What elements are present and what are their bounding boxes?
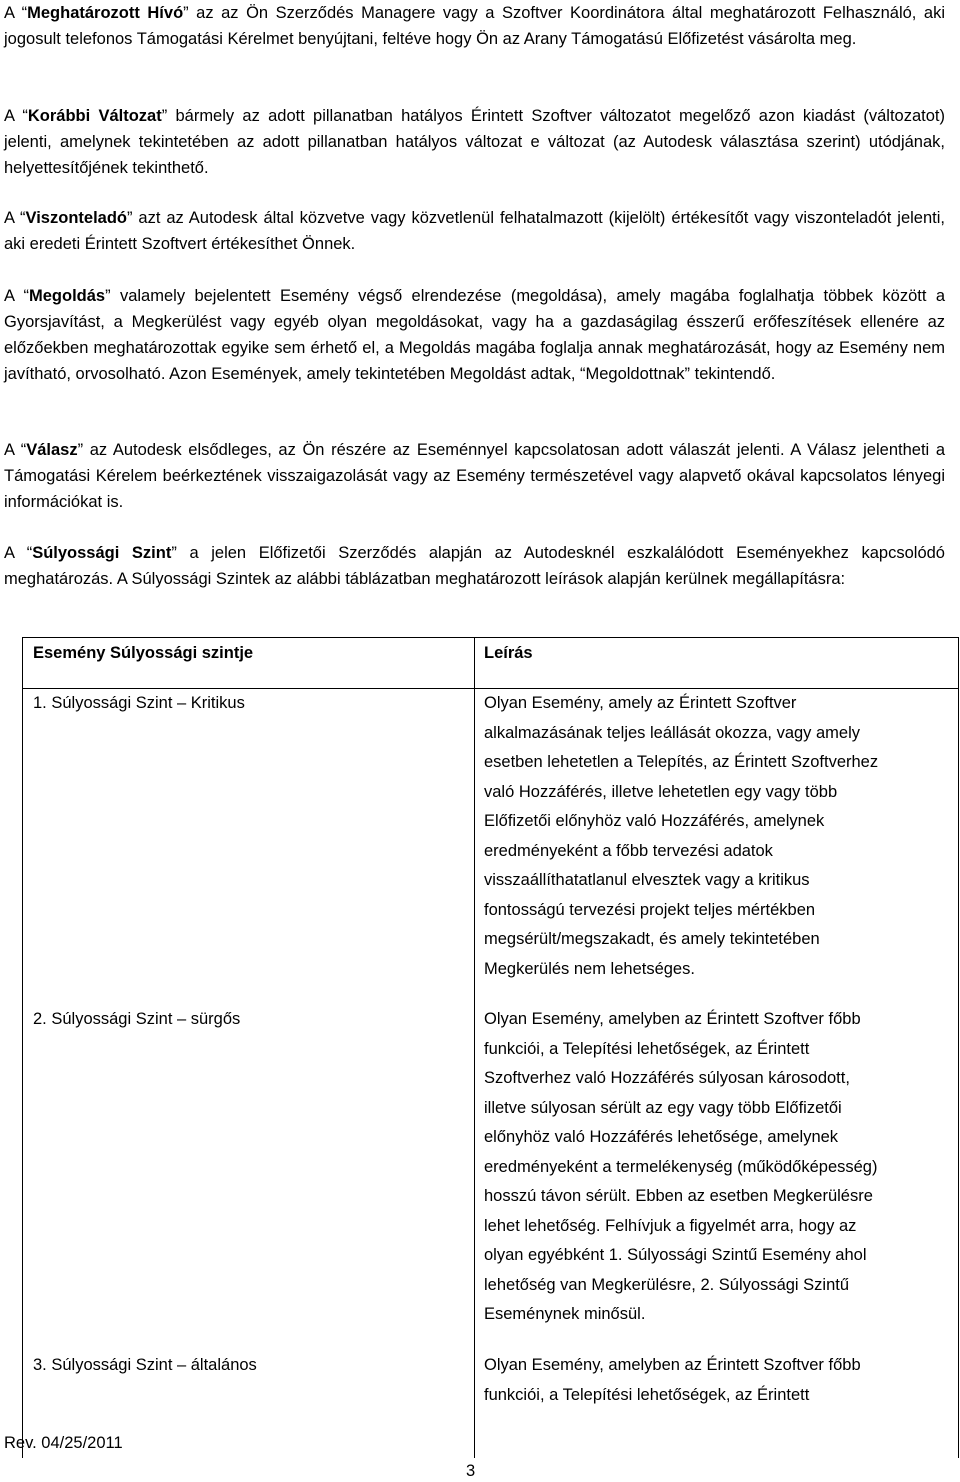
description-line: előnyhöz való Hozzáférés lehetősége, amelynek [484,1128,839,1146]
definition-prefix: A “ [4,4,28,22]
definition-term: Megoldás [28,287,106,305]
definition-term: Válasz [26,441,78,459]
definition-text: ” azt az Autodesk által közvetve vagy közvetlenül felhatalmazott (kijelölt) értékesítőt vagy viszonteladót jelenti, aki eredeti Érintett Szoftvert értékesíthet Önnek. [4,209,945,253]
definition-megoldas [4,283,945,387]
severity-table [22,637,959,1458]
description-line: Olyan Esemény, amely az Érintett Szoftver [484,694,797,712]
description-line: Olyan Esemény, amelyben az Érintett Szoftver főbb [484,1010,861,1028]
description-line: megsérült/megszakadt, és amely tekintetében [484,930,820,948]
description-line: funkciói, a Telepítési lehetőségek, az Érintett [484,1039,810,1058]
description-line: Szoftverhez való Hozzáférés súlyosan károsodott, [484,1069,850,1087]
description-line: Előfizetői előnyhöz való Hozzáférés, amelynek [484,812,825,830]
description-line: illetve súlyosan sérült az egy vagy több Előfizetői [484,1098,842,1117]
definition-text: ” valamely bejelentett Esemény végső elrendezése (megoldása), amely magába foglalhatja többek között a Gyorsjavítást, a Megkerülést vagy egyéb olyan megoldásokat, vagy ha a gazdaságilag ésszerű erőfeszítések ellenére az előzőekben meghatározottak egyike sem érhető el, a Megoldás magába foglalja annak meghatározását, hogy az Esemény nem javítható, orvosolható. Azon Események, amely tekintetében Megoldást adtak, “Megoldottnak” tekintendő. [4,287,945,383]
description-line: funkciói, a Telepítési lehetőségek, az Érintett [484,1385,810,1404]
description-line: eredményeként a termelékenység (működőképesség) [484,1157,878,1176]
footer-page-number: 3 [466,1462,476,1480]
definition-prefix: A “ [4,544,33,562]
definition-prefix: A “ [4,441,27,459]
definition-term: Meghatározott Hívó [27,4,184,22]
definition-term: Korábbi Változat [27,107,162,125]
description-line: lehetőség van Megkerülésre, 2. Súlyossági Szintű [484,1275,850,1294]
definition-term: Viszonteladó [25,209,127,227]
description-line: Olyan Esemény, amelyben az Érintett Szoftver főbb [484,1356,861,1374]
description-line: eredményeként a főbb tervezési adatok [484,841,773,860]
row-2-level: 2. Súlyossági Szint – sürgős [33,1010,241,1028]
definition-prefix: A “ [4,209,26,227]
row-2-description [484,1005,954,1330]
definition-prefix: A “ [4,287,29,305]
row-1-level: 1. Súlyossági Szint – Kritikus [33,694,245,712]
description-line: fontosságú tervezési projekt teljes mértékben [484,900,816,919]
description-line: Megkerülés nem lehetséges. [484,959,695,978]
definition-text: ” az Autodesk elsődleges, az Ön részére az Eseménnyel kapcsolatosan adott válaszát jelenti. A Válasz jelentheti a Támogatási Kérelem beérkeztének visszaigazolását vagy az Esemény természetével vagy alapvető okával kapcsolatos lényegi információkat is. [4,441,945,511]
definition-text: ” a jelen Előfizetői Szerződés alapján az Autodesknél eszkalálódott Eseményekhez kapcsolódó meghatározás. A Súlyossági Szintek az alábbi táblázatban meghatározott leírások alapján kerülnek megállapításra: [4,544,945,588]
header-cell-description: Leírás [484,644,533,662]
row-3-description [484,1351,954,1410]
description-line: esetben lehetetlen a Telepítés, az Érintett Szoftverhez [484,753,879,771]
description-line: visszaállíthatatlanul elvesztek vagy a kritikus [484,871,810,889]
row-1-description [484,689,954,984]
description-line: való Hozzáférés, illetve lehetetlen egy vagy több [484,782,838,801]
definition-korabbi-valtozat [4,103,945,181]
row-3-level: 3. Súlyossági Szint – általános [33,1356,257,1374]
definition-text: ” az az Ön Szerződés Managere vagy a Szoftver Koordinátora által meghatározott Felhasználó, aki jogosult telefonos Támogatási Kérelmet benyújtani, feltéve hogy Ön az Arany Támogatású Előfizetést vásárolta meg. [4,4,945,48]
description-line: lehet lehetőség. Felhívjuk a figyelmét arra, hogy az [484,1216,857,1235]
header-cell-severity: Esemény Súlyossági szintje [33,644,254,662]
definition-term: Súlyossági Szint [32,544,172,562]
table-column-divider [474,638,475,1458]
definition-text: ” bármely az adott pillanatban hatályos Érintett Szoftver változatot megelőző azon kiadást (változatot) jelenti, amelynek tekintetében az adott pillanatban hatályos változat e változat (az Autodesk választása szerint) utódjának, helyettesítőjének tekinthető. [4,107,945,177]
definition-prefix: A “ [4,107,28,125]
description-line: hosszú távon sérült. Ebben az esetben Megkerülésre [484,1187,873,1205]
description-line: Eseménynek minősül. [484,1305,646,1323]
description-line: alkalmazásának teljes leállását okozza, vagy amely [484,723,861,742]
footer-revision: Rev. 04/25/2011 [4,1434,123,1452]
definition-sulyossagi-szint [4,540,945,592]
definition-viszontelado [4,205,945,257]
definition-meghatarozott-hivo [4,0,945,52]
description-line: olyan egyébként 1. Súlyossági Szintű Esemény ahol [484,1246,867,1264]
definition-valasz [4,437,945,515]
